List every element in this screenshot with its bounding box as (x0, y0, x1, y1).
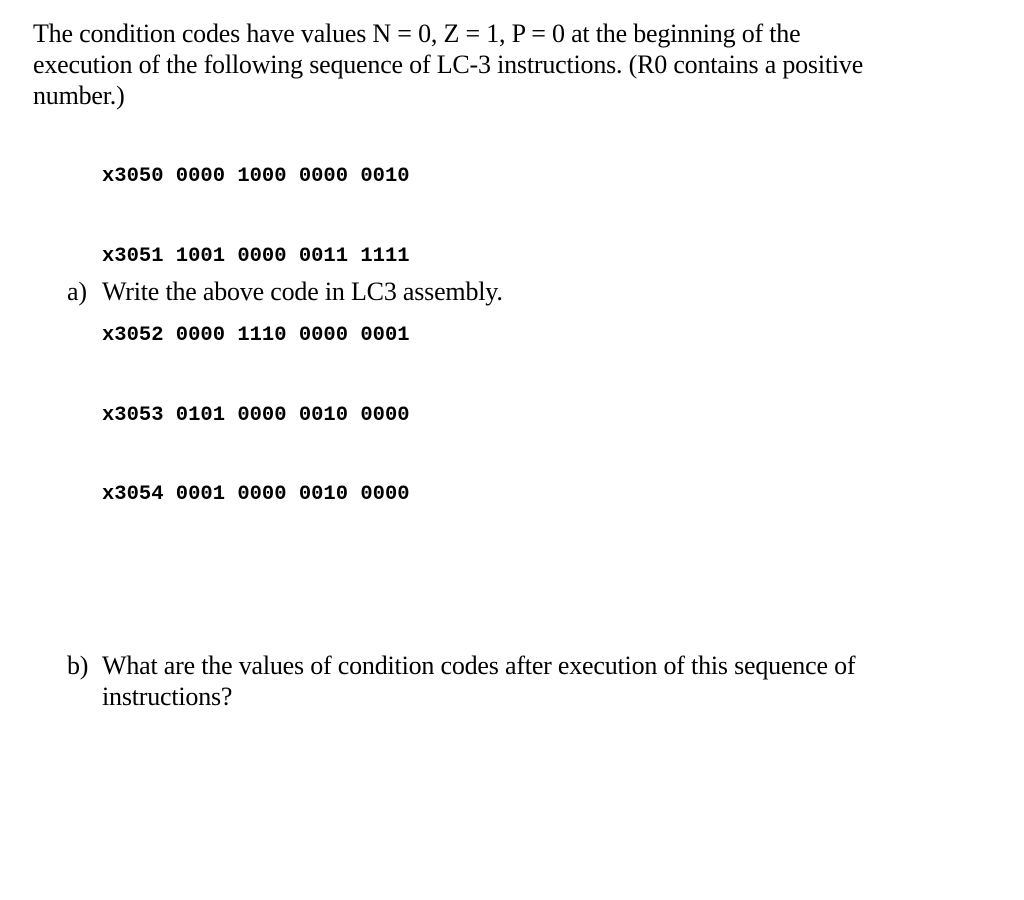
code-line: x3050 0000 1000 0000 0010 (102, 165, 410, 188)
problem-statement-line: The condition codes have values N = 0, Z = 1, P = 0 at the beginning of the (33, 19, 801, 48)
problem-statement (33, 18, 993, 111)
problem-statement-line: number.) (33, 81, 125, 110)
machine-code-listing (102, 111, 410, 535)
question-text-line: Write the above code in LC3 assembly. (102, 277, 503, 306)
question-text-line: What are the values of condition codes after execution of this sequence of (102, 651, 856, 680)
code-line: x3052 0000 1110 0000 0001 (102, 324, 410, 347)
question-marker: a) (67, 277, 87, 306)
code-line: x3054 0001 0000 0010 0000 (102, 483, 410, 506)
question-marker: b) (67, 651, 89, 680)
problem-statement-line: execution of the following sequence of LC-3 instructions. (R0 contains a positive (33, 50, 864, 79)
code-line: x3053 0101 0000 0010 0000 (102, 403, 410, 427)
question-text-line: instructions? (102, 682, 233, 711)
code-line: x3051 1001 0000 0011 1111 (102, 244, 410, 268)
question-b (67, 650, 855, 712)
question-a (67, 276, 503, 307)
